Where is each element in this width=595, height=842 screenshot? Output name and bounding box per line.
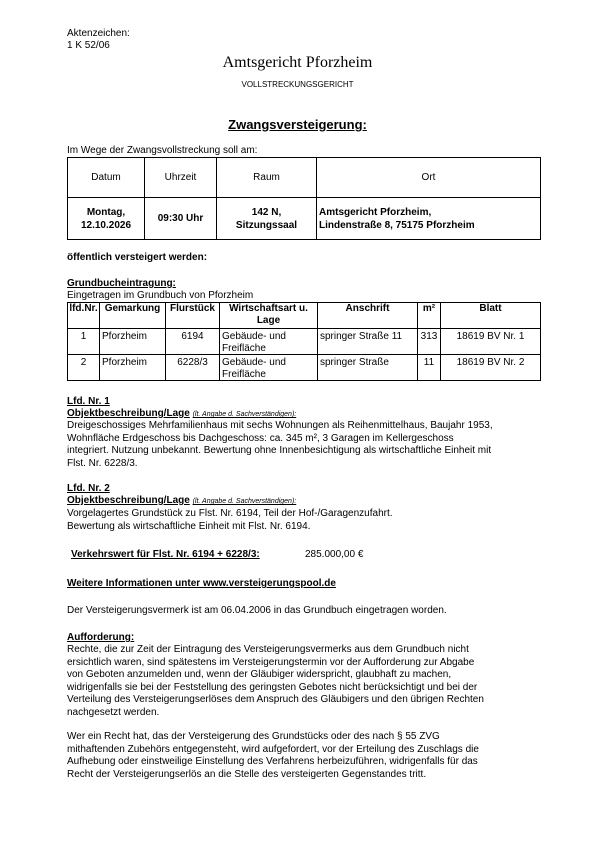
- row-nr: 1: [68, 329, 100, 355]
- schedule-table: [67, 157, 541, 240]
- more-info-link[interactable]: Weitere Informationen unter www.versteigerungspool.de: [67, 578, 336, 589]
- obj1-line: Wohnfläche Erdgeschoss bis Dachgeschoss: ca. 345 m², 3 Garagen im Kellergeschoss: [67, 432, 454, 444]
- header-lfdnr: lfd.Nr.: [68, 303, 100, 329]
- aktenzeichen-value: 1 K 52/06: [67, 40, 110, 51]
- department-name: VOLLSTRECKUNGSGERICHT: [241, 80, 354, 89]
- row-flurstueck: 6194: [166, 329, 220, 355]
- row-wirtschaftsart: [220, 329, 318, 355]
- row-nr: 2: [68, 355, 100, 381]
- row-gemarkung: Pforzheim: [100, 329, 166, 355]
- table-row: [68, 329, 541, 355]
- header-anschrift: Anschrift: [318, 303, 418, 329]
- header-ort: Ort: [317, 158, 541, 198]
- aufforderung-line: Verteilung des Versteigerungserlöses dem Anspruch des Gläubigers und den übrigen Rechten: [67, 694, 484, 705]
- obj2-lfd: Lfd. Nr. 2: [67, 483, 110, 494]
- obj1-line: Flst. Nr. 6228/3.: [67, 457, 138, 469]
- intro-text: Im Wege der Zwangsvollstreckung soll am:: [67, 145, 258, 156]
- grundbuch-subline: Eingetragen im Grundbuch von Pforzheim: [67, 290, 254, 301]
- row-blatt: 18619 BV Nr. 1: [441, 329, 541, 355]
- row-gemarkung: Pforzheim: [100, 355, 166, 381]
- header-m2: m²: [418, 303, 441, 329]
- row-flurstueck: 6228/3: [166, 355, 220, 381]
- table-row: [68, 355, 541, 381]
- auction-text: öffentlich versteigert werden:: [67, 252, 208, 263]
- schedule-time: 09:30 Uhr: [145, 198, 217, 240]
- place-address: Lindenstraße 8, 75175 Pforzheim: [319, 219, 475, 231]
- room-number: 142 N,: [251, 206, 282, 218]
- place-name: Amtsgericht Pforzheim,: [319, 206, 432, 218]
- grundbuch-table: [67, 302, 541, 381]
- obj1-heading: Objektbeschreibung/Lage: [67, 408, 190, 419]
- obj2-heading: Objektbeschreibung/Lage: [67, 495, 190, 506]
- aufforderung-line: Aufhebung oder einstweilige Einstellung des Verfahrens herbeizuführen, widrigenfalls für das: [67, 756, 478, 767]
- aufforderung-line: von Geboten anzumelden und, wenn der Gläubiger widerspricht, glaubhaft zu machen,: [67, 669, 452, 680]
- obj1-line: Dreigeschossiges Mehrfamilienhaus mit sechs Wohnungen als Reihenmittelhaus, Baujahr 1953,: [67, 420, 493, 431]
- aufforderung-heading: Aufforderung:: [67, 632, 135, 643]
- aufforderung-line: Recht der Versteigerungserlös an die Stelle des versteigerten Gegenstandes tritt.: [67, 768, 427, 780]
- header-lage: Lage: [256, 314, 281, 326]
- aufforderung-text: [67, 644, 484, 719]
- court-name: Amtsgericht Pforzheim: [222, 54, 373, 71]
- obj1-lfd: Lfd. Nr. 1: [67, 396, 110, 407]
- obj2-heading-line: [67, 495, 296, 508]
- header-wirtschaftsart: [220, 303, 318, 329]
- row-art-line2: Freifläche: [222, 342, 266, 354]
- row-art-line1: Gebäude- und: [222, 357, 286, 368]
- header-flurstueck: Flurstück: [166, 303, 220, 329]
- grundbuch-heading: Grundbucheintragung:: [67, 278, 176, 289]
- row-wirtschaftsart: [220, 355, 318, 381]
- aufforderung-line: mithaftenden Zubehörs entgegensteht, wird aufgefordert, vor der Erteilung des Zuschlags die: [67, 743, 479, 755]
- row-m2: 11: [418, 355, 441, 381]
- schedule-room: [217, 198, 317, 240]
- schedule-place: [317, 198, 541, 240]
- page-title: Zwangsversteigerung:: [228, 117, 367, 132]
- obj1-line: integriert. Nutzung unbekannt. Bewertung ohne Innenbesichtigung als wirtschaftliche Einheit mit: [67, 445, 492, 456]
- aufforderung-line: widrigenfalls sie bei der Feststellung des geringsten Gebotes nicht berücksichtigt und bei der: [67, 681, 478, 693]
- header-wirtschaftsart-line1: Wirtschaftsart u.: [229, 303, 308, 314]
- obj1-description: [67, 420, 493, 470]
- aufforderung-line: Rechte, die zur Zeit der Eintragung des Versteigerungsvermerks aus dem Grundbuch nicht: [67, 644, 469, 655]
- row-m2: 313: [418, 329, 441, 355]
- room-name: Sitzungssaal: [235, 219, 298, 231]
- aufforderung-line: ersichtlich waren, sind spätestens im Versteigerungstermin vor der Aufforderung zur Abgabe: [67, 656, 475, 668]
- row-anschrift: springer Straße: [318, 355, 418, 381]
- schedule-date: [68, 198, 145, 240]
- header-blatt: Blatt: [441, 303, 541, 329]
- aktenzeichen-label: Aktenzeichen:: [67, 28, 130, 39]
- verkehrswert-label: Verkehrswert für Flst. Nr. 6194 + 6228/3:: [71, 549, 260, 560]
- obj1-note: (lt. Angabe d. Sachverständigen):: [192, 411, 297, 418]
- row-blatt: 18619 BV Nr. 2: [441, 355, 541, 381]
- aufforderung-line: nachgesetzt werden.: [67, 706, 160, 718]
- obj2-note: (lt. Angabe d. Sachverständigen):: [192, 498, 297, 505]
- header-raum: Raum: [217, 158, 317, 198]
- obj2-description: [67, 508, 393, 533]
- row-art-line1: Gebäude- und: [222, 331, 286, 342]
- aufforderung-text-2: [67, 731, 479, 781]
- header-uhrzeit: Uhrzeit: [145, 158, 217, 198]
- aufforderung-line: Wer ein Recht hat, das der Versteigerung des Grundstücks oder des nach § 55 ZVG: [67, 731, 440, 742]
- obj2-line: Bewertung als wirtschaftliche Einheit mit Flst. Nr. 6194.: [67, 520, 311, 532]
- date-value: 12.10.2026: [80, 219, 132, 231]
- obj2-line: Vorgelagertes Grundstück zu Flst. Nr. 6194, Teil der Hof-/Garagenzufahrt.: [67, 508, 393, 519]
- row-anschrift: springer Straße 11: [318, 329, 418, 355]
- header-datum: Datum: [68, 158, 145, 198]
- verkehrswert-value: 285.000,00 €: [305, 549, 364, 560]
- vermerk-text: Der Versteigerungsvermerk ist am 06.04.2006 in das Grundbuch eingetragen worden.: [67, 605, 447, 616]
- date-weekday: Montag,: [86, 206, 126, 218]
- header-gemarkung: Gemarkung: [100, 303, 166, 329]
- row-art-line2: Freifläche: [222, 368, 266, 380]
